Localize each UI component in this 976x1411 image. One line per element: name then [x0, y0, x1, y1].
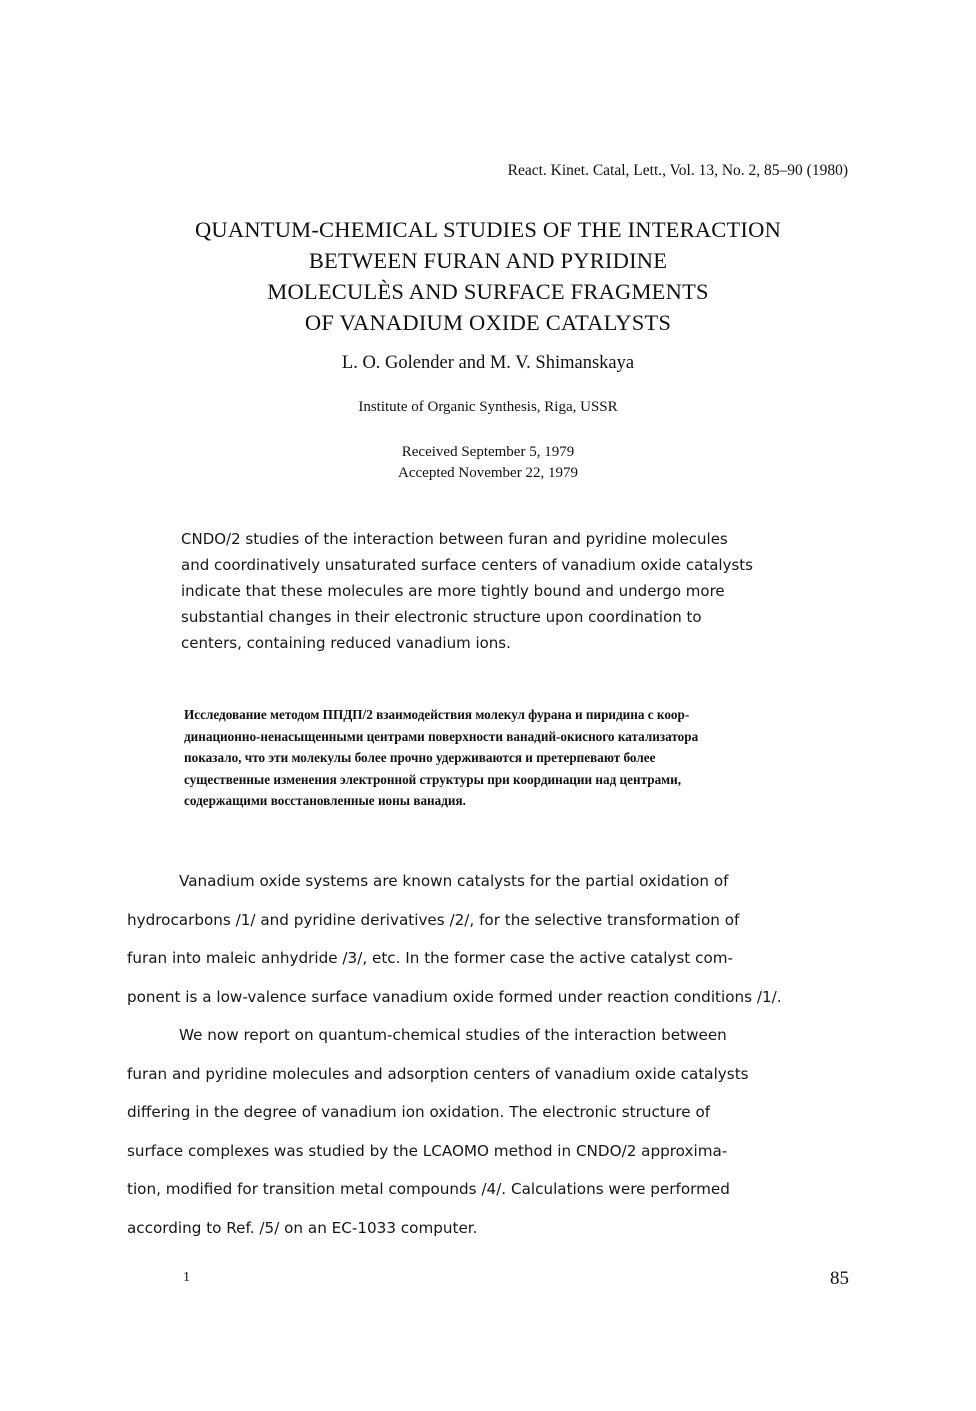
- footer-signature-mark: 1: [183, 1270, 190, 1285]
- abstract-line: существенные изменения электронной структуры при координации над центрами,: [184, 771, 682, 787]
- abstract-line: substantial changes in their electronic structure upon coordination to: [181, 608, 702, 626]
- abstract-line: показало, что эти молекулы более прочно удерживаются и претерпевают более: [184, 750, 656, 765]
- body-text: [127, 868, 867, 1253]
- body-line: furan and pyridine molecules and adsorption centers of vanadium oxide catalysts: [127, 1064, 749, 1083]
- body-line: Vanadium oxide systems are known catalysts for the partial oxidation of: [179, 872, 729, 890]
- abstract-line: and coordinatively unsaturated surface centers of vanadium oxide catalysts: [181, 556, 753, 574]
- submission-dates: [0, 442, 976, 484]
- title-line: QUANTUM-CHEMICAL STUDIES OF THE INTERACTION: [194, 217, 782, 242]
- body-line: ponent is a low-valence surface vanadium oxide formed under reaction conditions /1/.: [127, 987, 782, 1006]
- body-line: tion, modified for transition metal compounds /4/. Calculations were performed: [127, 1180, 730, 1198]
- body-line: surface complexes was studied by the LCAOMO method in CNDO/2 approxima-: [127, 1141, 728, 1160]
- abstract-line: динационно-ненасыщенными центрами поверхности ванадий-окисного катализатора: [184, 728, 699, 744]
- received-date: Received September 5, 1979: [401, 444, 575, 460]
- abstract-line: CNDO/2 studies of the interaction between furan and pyridine molecules: [181, 530, 728, 548]
- title-line: MOLECULÈS AND SURFACE FRAGMENTS: [267, 279, 709, 304]
- abstract-line: centers, containing reduced vanadium ions.: [181, 634, 511, 652]
- body-line: We now report on quantum-chemical studies of the interaction between: [179, 1026, 727, 1044]
- abstract-line: Исследование методом ППДП/2 взаимодействия молекул фурана и пиридина с коор-: [184, 707, 690, 722]
- abstract-line: содержащими восстановленные ионы ванадия.: [184, 793, 466, 808]
- accepted-date: Accepted November 22, 1979: [398, 465, 578, 481]
- abstract-russian: [184, 704, 864, 812]
- body-line: differing in the degree of vanadium ion oxidation. The electronic structure of: [127, 1103, 711, 1121]
- journal-reference: React. Kinet. Catal, Lett., Vol. 13, No. 2, 85–90 (1980): [507, 162, 848, 179]
- title-line: OF VANADIUM OXIDE CATALYSTS: [304, 310, 672, 335]
- body-line: according to Ref. /5/ on an EC-1033 computer.: [127, 1218, 478, 1237]
- abstract-line: indicate that these molecules are more tightly bound and undergo more: [181, 582, 725, 600]
- title-line: BETWEEN FURAN AND PYRIDINE: [308, 248, 668, 273]
- paper-title: [0, 214, 976, 338]
- institute: Institute of Organic Synthesis, Riga, USSR: [358, 399, 618, 415]
- abstract-english: [181, 526, 841, 656]
- body-line: hydrocarbons /1/ and pyridine derivatives /2/, for the selective transformation of: [127, 910, 740, 929]
- page-number: 85: [830, 1268, 849, 1289]
- authors: L. O. Golender and M. V. Shimanskaya: [341, 353, 635, 373]
- body-line: furan into maleic anhydride /3/, etc. In the former case the active catalyst com-: [127, 949, 734, 967]
